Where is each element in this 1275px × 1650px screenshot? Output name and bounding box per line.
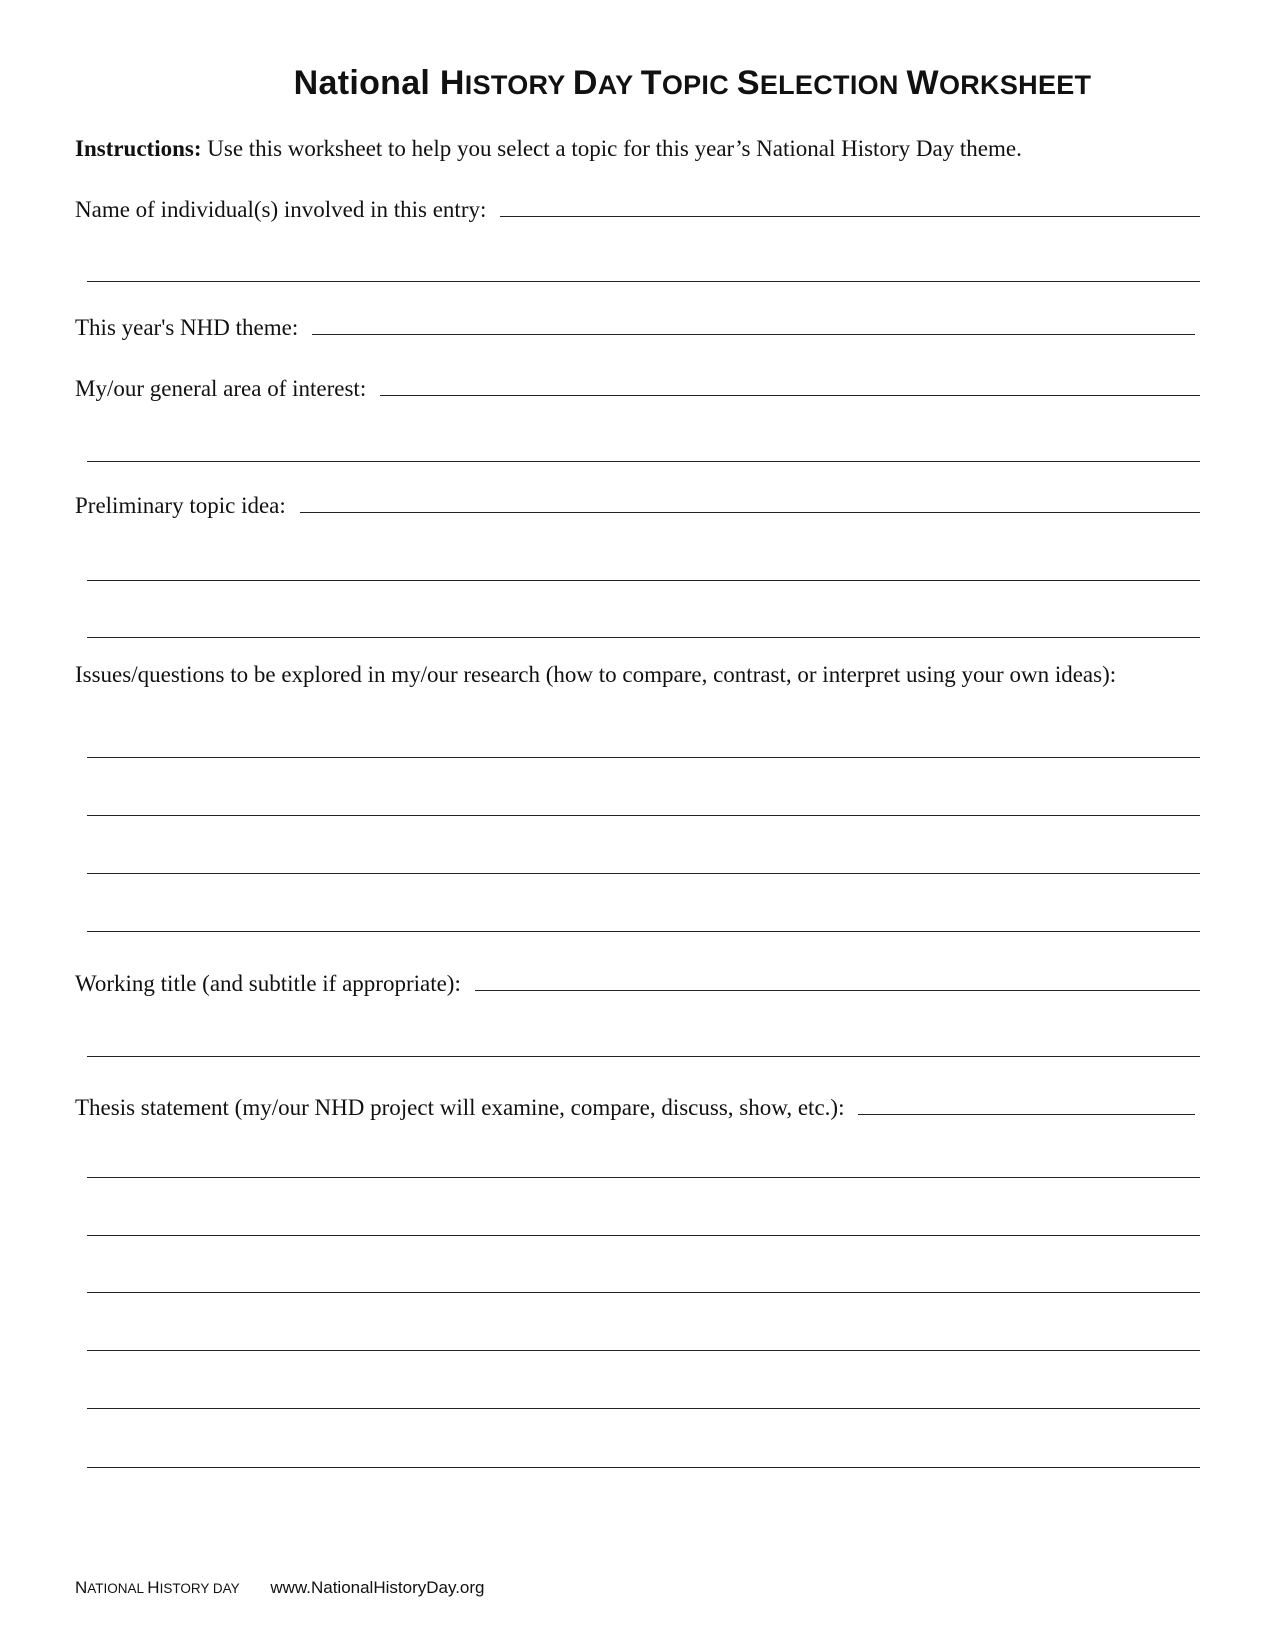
title-segment: H bbox=[439, 64, 465, 102]
footer-org bbox=[75, 1578, 240, 1597]
thesis-field-row bbox=[75, 1095, 1195, 1121]
topic-field-row bbox=[75, 493, 1200, 519]
worksheet-title bbox=[0, 64, 1275, 103]
title-segment: W bbox=[906, 64, 939, 102]
thesis-field-line-4[interactable] bbox=[87, 1292, 1200, 1293]
interest-field-line[interactable] bbox=[380, 395, 1200, 396]
names-field-row bbox=[75, 197, 1200, 223]
footer-org-segment: N bbox=[75, 1578, 88, 1597]
thesis-field-line-2[interactable] bbox=[87, 1177, 1200, 1178]
names-field-line[interactable] bbox=[500, 216, 1200, 217]
names-field-label: Name of individual(s) involved in this entry: bbox=[75, 197, 487, 222]
interest-field-label: My/our general area of interest: bbox=[75, 376, 367, 401]
footer-url[interactable]: www.NationalHistoryDay.org bbox=[270, 1578, 485, 1597]
topic-field-label: Preliminary topic idea: bbox=[75, 493, 286, 518]
title-segment: ORKSHEET bbox=[938, 70, 1092, 100]
topic-field-line[interactable] bbox=[300, 512, 1200, 513]
title-segment: ELECTION bbox=[759, 70, 907, 100]
title-segment: National bbox=[293, 64, 440, 102]
theme-field-line[interactable] bbox=[312, 334, 1195, 335]
footer-org-segment: ISTORY DAY bbox=[159, 1581, 240, 1596]
footer-org-segment: H bbox=[147, 1578, 160, 1597]
theme-field-row bbox=[75, 315, 1195, 341]
issues-field-line-3[interactable] bbox=[87, 873, 1200, 874]
instructions-text: Use this worksheet to help you select a topic for this year’s National History Day theme. bbox=[201, 136, 1022, 161]
title-segment: ISTORY bbox=[464, 70, 573, 100]
issues-field-line-2[interactable] bbox=[87, 815, 1200, 816]
thesis-field-line-3[interactable] bbox=[87, 1235, 1200, 1236]
title-segment: S bbox=[736, 64, 760, 102]
working-title-field-line-2[interactable] bbox=[87, 1056, 1200, 1057]
title-segment: AY bbox=[597, 70, 641, 100]
footer-org-segment: ATIONAL bbox=[87, 1581, 148, 1596]
title-segment: T bbox=[640, 64, 662, 102]
issues-field-line-1[interactable] bbox=[87, 757, 1200, 758]
footer bbox=[75, 1578, 485, 1598]
issues-field-line-4[interactable] bbox=[87, 931, 1200, 932]
working-title-field-label: Working title (and subtitle if appropriate): bbox=[75, 971, 461, 996]
theme-field-label: This year's NHD theme: bbox=[75, 315, 299, 340]
interest-field-line-2[interactable] bbox=[87, 461, 1200, 462]
working-title-field-row bbox=[75, 971, 1200, 997]
thesis-field-label: Thesis statement (my/our NHD project will examine, compare, discuss, show, etc.): bbox=[75, 1095, 845, 1120]
title-segment: D bbox=[572, 64, 598, 102]
topic-field-line-2[interactable] bbox=[87, 580, 1200, 581]
thesis-field-line[interactable] bbox=[858, 1114, 1195, 1115]
names-field-line-2[interactable] bbox=[87, 281, 1200, 282]
thesis-field-line-7[interactable] bbox=[87, 1467, 1200, 1468]
instructions bbox=[75, 136, 1022, 162]
title-segment: OPIC bbox=[661, 70, 737, 100]
thesis-field-line-5[interactable] bbox=[87, 1350, 1200, 1351]
working-title-field-line[interactable] bbox=[475, 990, 1200, 991]
issues-field-label: Issues/questions to be explored in my/our research (how to compare, contrast, or interpret using your own ideas): bbox=[75, 662, 1117, 687]
instructions-label: Instructions: bbox=[75, 136, 202, 161]
thesis-field-line-6[interactable] bbox=[87, 1408, 1200, 1409]
topic-field-line-3[interactable] bbox=[87, 637, 1200, 638]
interest-field-row bbox=[75, 376, 1200, 402]
